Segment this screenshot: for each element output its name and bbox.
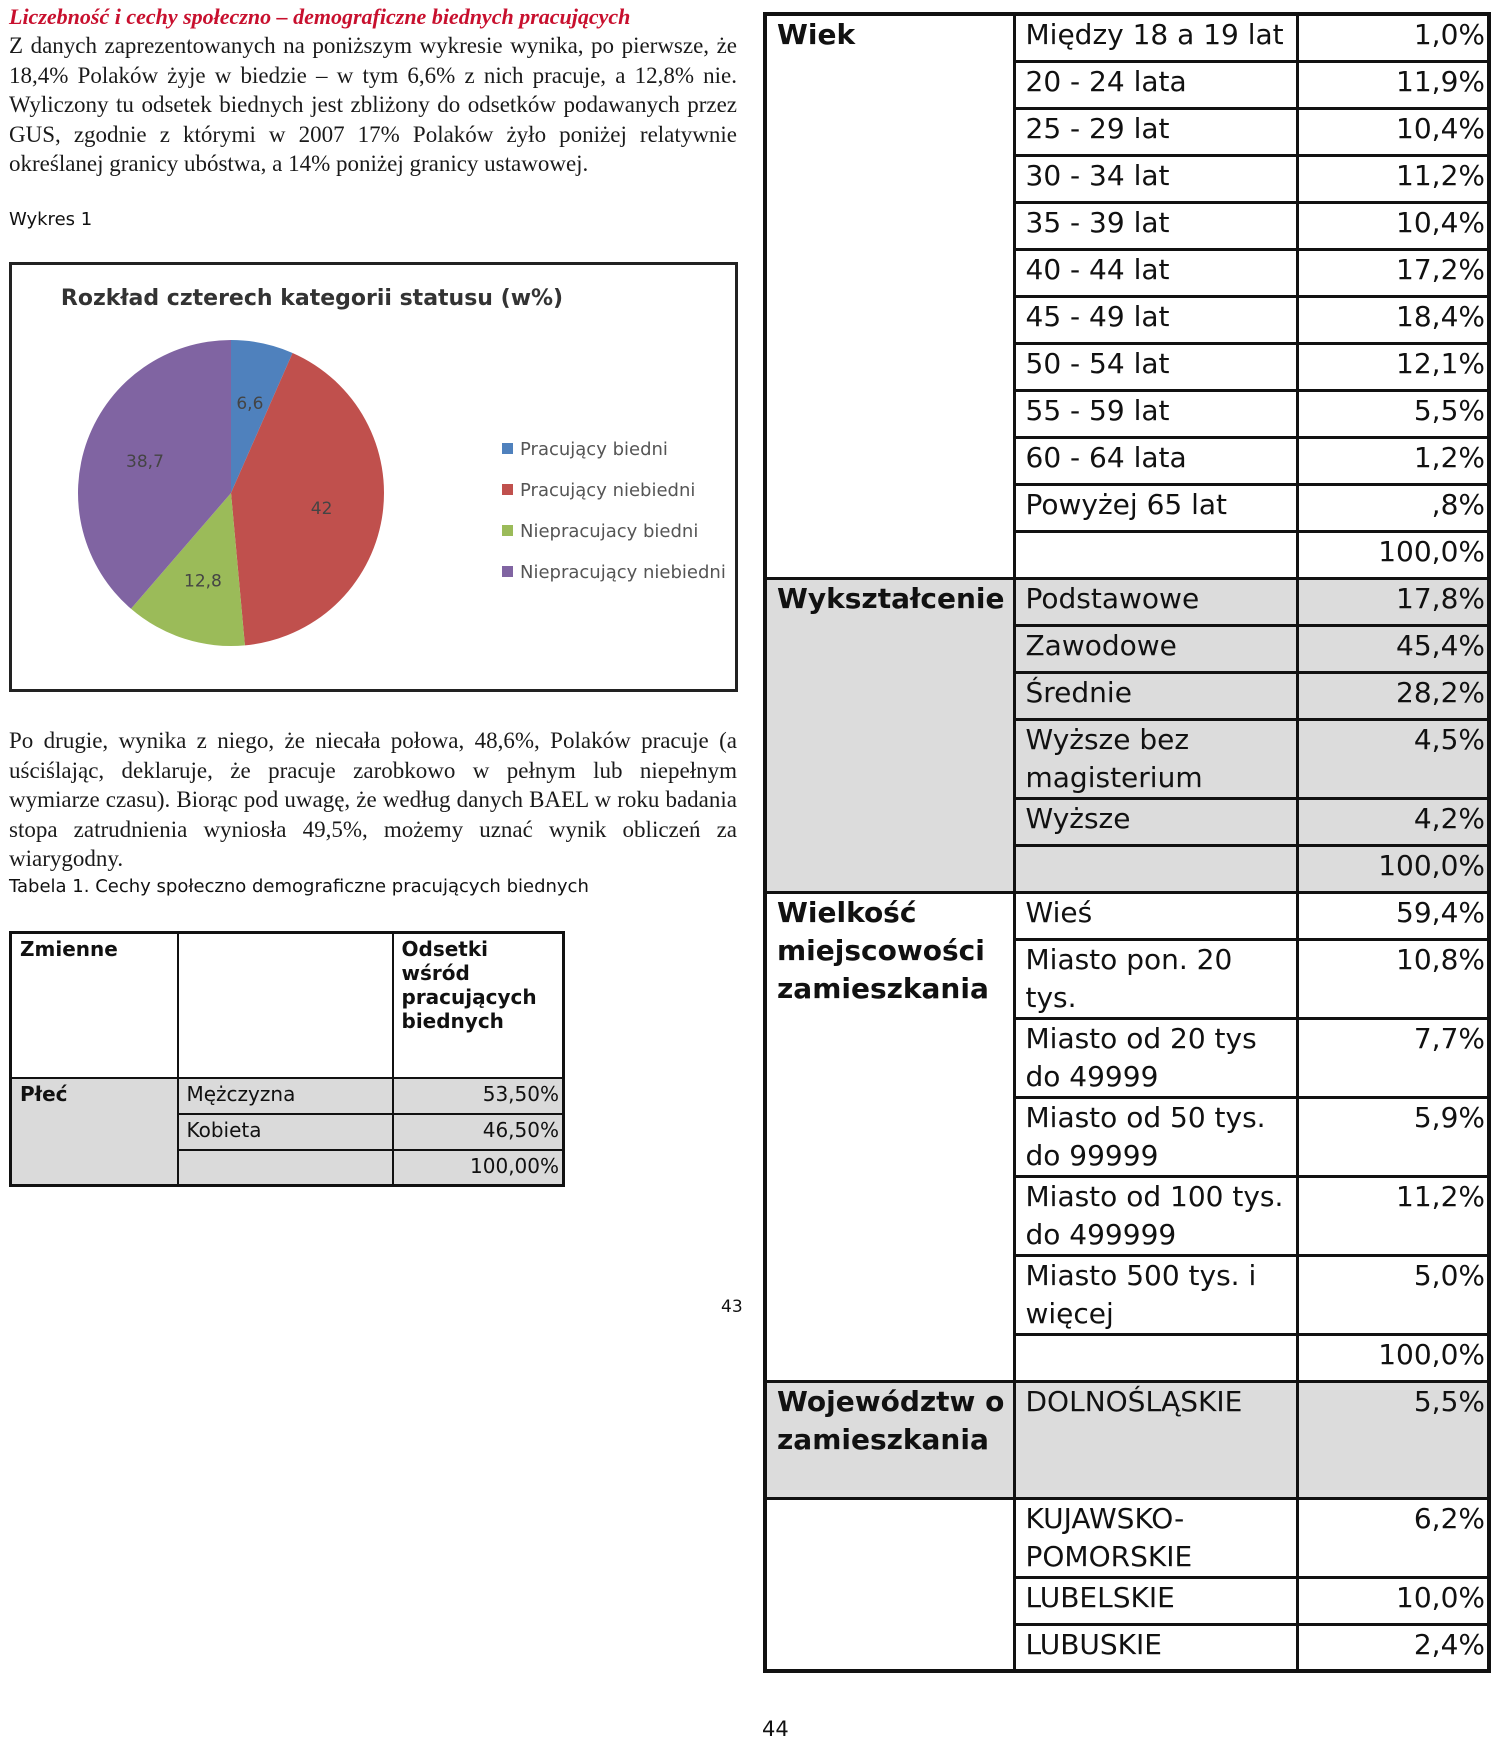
pie-data-label: 12,8 xyxy=(184,571,222,592)
gender-table xyxy=(9,931,565,1187)
legend-label: Pracujący biedni xyxy=(520,439,668,460)
category-cell: 55 - 59 lat xyxy=(1014,390,1297,437)
category-cell: 20 - 24 lata xyxy=(1014,61,1297,108)
value-cell: 18,4% xyxy=(1297,296,1489,343)
value-cell: 46,50% xyxy=(393,1114,564,1150)
value-cell: 28,2% xyxy=(1297,672,1489,719)
table-row xyxy=(765,892,1489,939)
legend-swatch xyxy=(502,443,513,454)
value-cell: 10,4% xyxy=(1297,202,1489,249)
category-cell: 25 - 29 lat xyxy=(1014,108,1297,155)
value-cell: 53,50% xyxy=(393,1078,564,1114)
pie-data-label: 6,6 xyxy=(236,394,264,415)
category-cell xyxy=(1014,1334,1297,1381)
value-cell: 5,0% xyxy=(1297,1255,1489,1334)
table-caption: Tabela 1. Cechy społeczno demograficzne pracujących biednych xyxy=(9,876,589,897)
group-label-voivodeship: Województw o zamieszkania xyxy=(765,1381,1014,1498)
group-label-gender: Płeć xyxy=(11,1078,178,1186)
chart-caption: Wykres 1 xyxy=(9,209,93,230)
section-heading: Liczebność i cechy społeczno – demograficzne biednych pracujących xyxy=(9,4,631,29)
value-cell: 100,0% xyxy=(1297,531,1489,578)
category-cell: 45 - 49 lat xyxy=(1014,296,1297,343)
second-paragraph: Po drugie, wynika z niego, że niecała połowa, 48,6%, Polaków pracuje (a uściślając, deklaruje, że pracuje zarobkowo w pełnym lub niepełnym wymiarze czasu). Biorąc pod uwagę, że według danych BAEL w roku badania stopa zatrudnienia wyniosła 49,5%, możemy uznać wynik obliczeń za wiarygodny. xyxy=(9,728,737,871)
category-cell: Zawodowe xyxy=(1014,625,1297,672)
pie-chart-frame xyxy=(9,262,738,692)
value-cell: 59,4% xyxy=(1297,892,1489,939)
category-cell: Wyższe xyxy=(1014,798,1297,845)
value-cell: 2,4% xyxy=(1297,1624,1489,1671)
intro-paragraph: Z danych zaprezentowanych na poniższym wykresie wynika, po pierwsze, że 18,4% Polaków żyje w biedzie – w tym 6,6% z nich pracuje, a 12,8% nie. Wyliczony tu odsetek biednych jest zbliżony do odsetków podawanych przez GUS, zgodnie z którymi w 2007 17% Polaków żyło poniżej relatywnie określanej granicy ubóstwa, a 14% poniżej granicy ustawowej. xyxy=(9,33,737,176)
category-cell: Miasto 500 tys. i więcej xyxy=(1014,1255,1297,1334)
value-cell: 10,4% xyxy=(1297,108,1489,155)
table-row xyxy=(765,14,1489,61)
value-cell: 45,4% xyxy=(1297,625,1489,672)
page-number: 43 xyxy=(721,1297,743,1317)
category-cell: Miasto od 20 tys do 49999 xyxy=(1014,1018,1297,1097)
value-cell: 100,0% xyxy=(1297,1334,1489,1381)
value-cell: 17,8% xyxy=(1297,578,1489,625)
pie-data-label: 38,7 xyxy=(126,451,164,472)
value-cell: 100,0% xyxy=(1297,845,1489,892)
category-cell: 50 - 54 lat xyxy=(1014,343,1297,390)
value-cell: 6,2% xyxy=(1297,1498,1489,1577)
legend-swatch xyxy=(502,566,513,577)
group-label-town-size: Wielkość miejscowości zamieszkania xyxy=(765,892,1014,1381)
category-cell: Powyżej 65 lat xyxy=(1014,484,1297,531)
value-cell: 5,5% xyxy=(1297,390,1489,437)
category-cell: Kobieta xyxy=(178,1114,393,1150)
category-cell: Średnie xyxy=(1014,672,1297,719)
table-row xyxy=(11,1078,564,1114)
category-cell: LUBELSKIE xyxy=(1014,1577,1297,1624)
value-cell: 11,2% xyxy=(1297,1176,1489,1255)
category-cell: LUBUSKIE xyxy=(1014,1624,1297,1671)
category-cell: Miasto od 100 tys. do 499999 xyxy=(1014,1176,1297,1255)
category-cell: DOLNOŚLĄSKIE xyxy=(1014,1381,1297,1498)
value-cell: 5,9% xyxy=(1297,1097,1489,1176)
pie-data-label: 42 xyxy=(310,498,333,519)
page-number: 44 xyxy=(762,1717,789,1741)
value-cell: 11,2% xyxy=(1297,155,1489,202)
value-cell: ,8% xyxy=(1297,484,1489,531)
group-label-age: Wiek xyxy=(765,14,1014,578)
category-cell xyxy=(1014,531,1297,578)
value-cell: 5,5% xyxy=(1297,1381,1489,1498)
value-cell: 4,5% xyxy=(1297,719,1489,798)
value-cell: 11,9% xyxy=(1297,61,1489,108)
category-cell: Podstawowe xyxy=(1014,578,1297,625)
category-cell: Miasto od 50 tys. do 99999 xyxy=(1014,1097,1297,1176)
legend-label: Niepracujacy biedni xyxy=(520,521,699,542)
demographics-table xyxy=(763,12,1491,1673)
category-cell: 40 - 44 lat xyxy=(1014,249,1297,296)
value-cell: 10,8% xyxy=(1297,939,1489,1018)
category-cell xyxy=(178,1150,393,1186)
value-cell: 1,2% xyxy=(1297,437,1489,484)
group-label-empty xyxy=(765,1498,1014,1671)
chart-title: Rozkład czterech kategorii statusu (w%) xyxy=(60,286,564,311)
category-cell: Wyższe bez magisterium xyxy=(1014,719,1297,798)
category-cell: Wieś xyxy=(1014,892,1297,939)
legend-label: Pracujący niebiedni xyxy=(520,480,696,501)
value-cell: 1,0% xyxy=(1297,14,1489,61)
value-cell: 4,2% xyxy=(1297,798,1489,845)
header-variable: Zmienne xyxy=(11,933,178,1078)
table-row xyxy=(765,1381,1489,1498)
table-header-row xyxy=(11,933,564,1078)
category-cell: 35 - 39 lat xyxy=(1014,202,1297,249)
table-row xyxy=(765,1498,1489,1577)
category-cell xyxy=(1014,845,1297,892)
value-cell: 10,0% xyxy=(1297,1577,1489,1624)
group-label-education: Wykształcenie xyxy=(765,578,1014,892)
category-cell: Miasto pon. 20 tys. xyxy=(1014,939,1297,1018)
value-cell: 100,00% xyxy=(393,1150,564,1186)
value-cell: 7,7% xyxy=(1297,1018,1489,1097)
category-cell: KUJAWSKO-POMORSKIE xyxy=(1014,1498,1297,1577)
table-row xyxy=(765,578,1489,625)
header-value: Odsetki wśród pracujących biednych xyxy=(393,933,564,1078)
legend-swatch xyxy=(502,525,513,536)
category-cell: Mężczyzna xyxy=(178,1078,393,1114)
category-cell: 30 - 34 lat xyxy=(1014,155,1297,202)
value-cell: 17,2% xyxy=(1297,249,1489,296)
legend-label: Niepracujący niebiedni xyxy=(520,562,726,583)
header-middle xyxy=(178,933,393,1078)
category-cell: 60 - 64 lata xyxy=(1014,437,1297,484)
pie-chart xyxy=(12,265,735,689)
category-cell: Między 18 a 19 lat xyxy=(1014,14,1297,61)
value-cell: 12,1% xyxy=(1297,343,1489,390)
legend-swatch xyxy=(502,484,513,495)
